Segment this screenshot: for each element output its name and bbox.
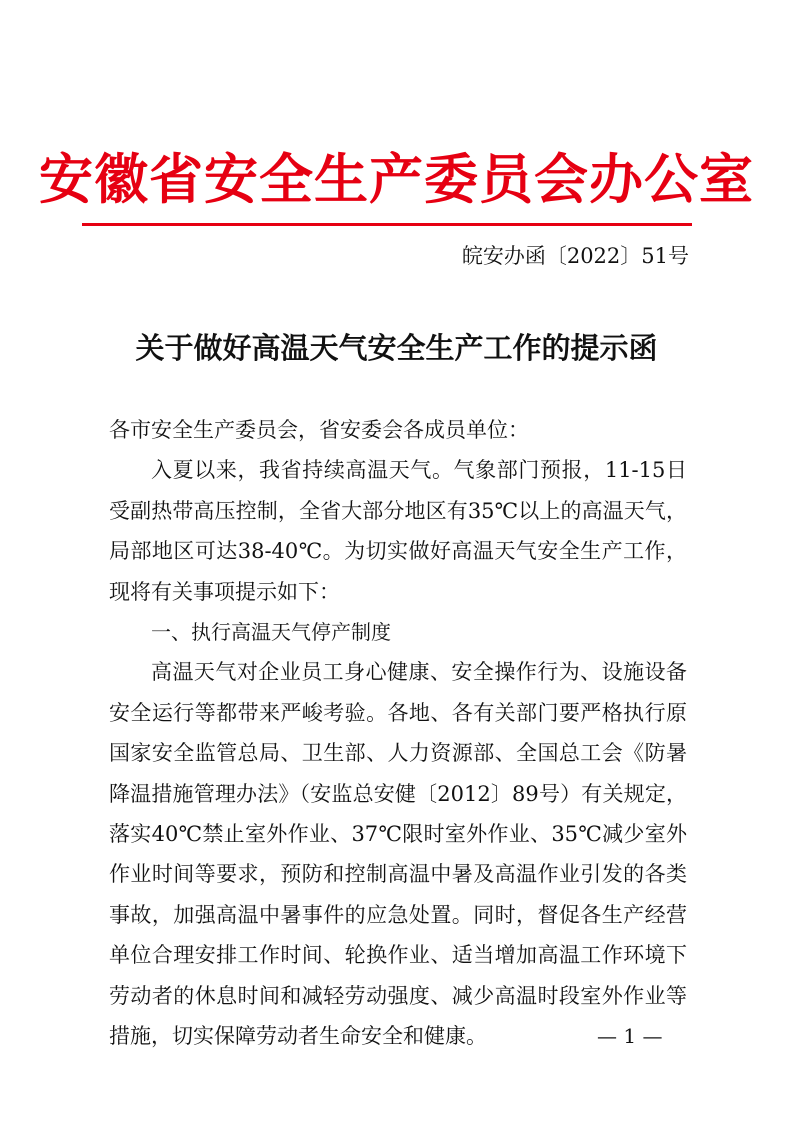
salutation: 各市安全生产委员会，省安委会各成员单位： (109, 418, 529, 442)
issuing-office-header: 安徽省安全生产委员会办公室 (39, 147, 754, 211)
red-header-divider (82, 223, 692, 226)
section-heading-1: 一、执行高温天气停产制度 (151, 620, 391, 645)
intro-paragraph: 入夏以来，我省持续高温天气。气象部门预报，11-15日受副热带高压控制，全省大部分地区有35℃以上的高温天气，局部地区可达38-40℃。为切实做好高温天气安全生产工作，现将有关事项提示如下： (109, 458, 687, 604)
document-title: 关于做好高温天气安全生产工作的提示函 (135, 331, 658, 365)
page-number: — 1 — (597, 1024, 663, 1048)
document-number: 皖安办函〔2022〕51号 (461, 244, 689, 268)
document-body (109, 410, 687, 1057)
section-1-paragraph: 高温天气对企业员工身心健康、安全操作行为、设施设备安全运行等都带来严峻考验。各地、各有关部门要严格执行原国家安全监管总局、卫生部、人力资源部、全国总工会《防暑降温措施管理办法》（安监总安健〔2012〕89号）有关规定，落实40℃禁止室外作业、37℃限时室外作业、35℃减少室外作业时间等要求，预防和控制高温中暑及高温作业引发的各类事故，加强高温中暑事件的应急处置。同时，督促各生产经营单位合理安排工作时间、轮换作业、适当增加高温工作环境下劳动者的休息时间和减轻劳动强度、减少高温时段室外作业等措施，切实保障劳动者生命安全和健康。 (109, 660, 687, 1049)
